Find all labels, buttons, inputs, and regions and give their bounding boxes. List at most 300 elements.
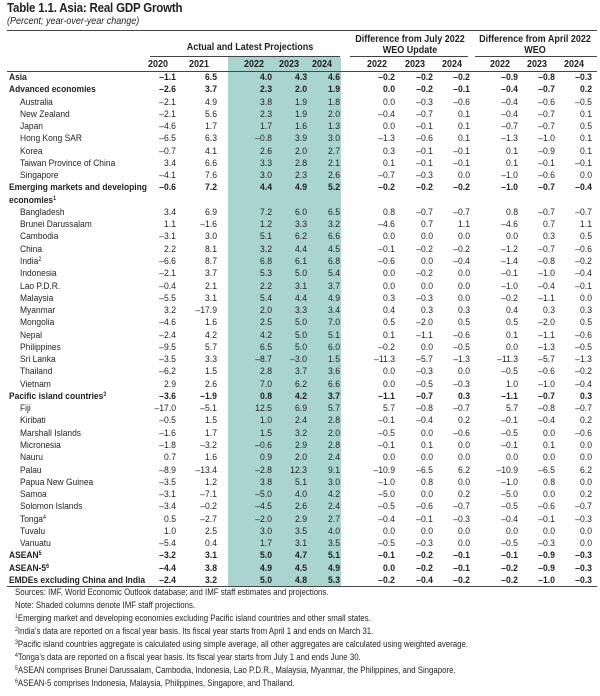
cell-value: –0.7: [501, 121, 518, 133]
cell-value: –0.5: [453, 341, 470, 353]
cell-value: 7.0: [327, 317, 340, 329]
cell-value: –2.0: [538, 317, 555, 329]
cell-value: –0.7: [538, 84, 555, 96]
cell-value: –1.6: [200, 219, 217, 231]
cell-value: 3.3: [204, 354, 217, 366]
cell-value: 0.5: [163, 513, 176, 525]
table-row: [0, 489, 600, 501]
row-label: Palau: [20, 464, 42, 476]
cell-value: 5.0: [294, 341, 307, 353]
cell-value: –1.0: [501, 182, 518, 194]
cell-value: 2.2: [259, 280, 272, 292]
row-label: Taiwan Province of China: [20, 157, 116, 169]
cell-value: 2.3: [259, 108, 272, 120]
cell-value: 12.5: [255, 403, 272, 415]
cell-value: –0.3: [453, 513, 470, 525]
cell-value: –3.2: [159, 550, 176, 562]
cell-value: 0.1: [579, 108, 592, 120]
cell-value: 0.0: [420, 489, 433, 501]
cell-value: –0.4: [501, 108, 518, 120]
cell-value: 2.0: [294, 84, 307, 96]
cell-value: –0.1: [416, 145, 433, 157]
cell-value: 0.0: [505, 231, 518, 243]
cell-value: –3.1: [159, 489, 176, 501]
cell-value: 3.2: [163, 305, 176, 317]
row-label: Sri Lanka: [20, 354, 56, 366]
row-label: Korea: [20, 145, 43, 157]
cell-value: –0.1: [416, 513, 433, 525]
cell-value: –0.8: [538, 403, 555, 415]
cell-value: –0.5: [501, 427, 518, 439]
cell-value: –0.8: [255, 133, 272, 145]
cell-value: –0.2: [378, 182, 395, 194]
cell-value: –0.2: [501, 292, 518, 304]
cell-value: 0.3: [382, 292, 395, 304]
cell-value: 2.9: [294, 439, 307, 451]
cell-value: –5.1: [200, 403, 217, 415]
cell-value: 1.1: [457, 219, 470, 231]
cell-value: 0.0: [457, 170, 470, 182]
row-label: EMDEs excluding China and India: [9, 574, 146, 586]
cell-value: 0.0: [457, 525, 470, 537]
group-header-april-line2: WEO: [524, 45, 546, 56]
cell-value: 0.0: [420, 280, 433, 292]
cell-value: 1.7: [259, 121, 272, 133]
cell-value: 5.7: [382, 403, 395, 415]
cell-value: –2.6: [159, 84, 176, 96]
year-header: 2023: [404, 59, 426, 70]
row-label: Australia: [20, 96, 53, 108]
cell-value: 0.8: [505, 206, 518, 218]
cell-value: 0.1: [457, 133, 470, 145]
row-label: Asia: [9, 72, 27, 83]
cell-value: 2.0: [294, 452, 307, 464]
cell-value: 7.2: [259, 206, 272, 218]
cell-value: 0.0: [505, 525, 518, 537]
row-label: Marshall Islands: [20, 427, 82, 439]
cell-value: 6.1: [294, 255, 307, 267]
cell-value: 0.8: [420, 476, 433, 488]
cell-value: 0.7: [420, 219, 433, 231]
cell-value: –0.1: [575, 157, 592, 169]
cell-value: –3.5: [159, 476, 176, 488]
year-header: 2022: [243, 59, 265, 70]
cell-value: –1.0: [378, 476, 395, 488]
cell-value: 0.0: [542, 525, 555, 537]
row-label: Singapore: [20, 170, 59, 182]
cell-value: –1.3: [378, 133, 395, 145]
cell-value: –0.5: [159, 415, 176, 427]
cell-value: –0.2: [453, 243, 470, 255]
cell-value: 4.9: [327, 562, 340, 574]
cell-value: 0.0: [420, 525, 433, 537]
cell-value: –0.7: [159, 145, 176, 157]
cell-value: 0.0: [457, 439, 470, 451]
cell-value: 2.4: [294, 415, 307, 427]
cell-value: 0.0: [579, 525, 592, 537]
footnote: $^5$ASEAN comprises Brunei Darussalam, Cambodia, Indonesia, Lao P.D.R., Malaysia, Myanmar, the Philippines, and Singapore.: [15, 665, 456, 675]
cell-value: –0.3: [538, 538, 555, 550]
cell-value: 4.9: [327, 292, 340, 304]
cell-value: –0.4: [501, 96, 518, 108]
cell-value: –2.1: [159, 96, 176, 108]
cell-value: –0.1: [378, 439, 395, 451]
cell-value: –0.6: [416, 501, 433, 513]
row-label: Vietnam: [20, 378, 51, 390]
cell-value: 3.8: [259, 96, 272, 108]
table-row: [0, 526, 600, 538]
cell-value: –1.0: [501, 476, 518, 488]
cell-value: 0.8: [382, 206, 395, 218]
cell-value: –17.9: [195, 305, 217, 317]
cell-value: 0.0: [382, 525, 395, 537]
table-row: [0, 342, 600, 354]
year-header: 2024: [311, 59, 333, 70]
cell-value: 4.5: [327, 243, 340, 255]
cell-value: 4.3: [294, 72, 307, 83]
cell-value: 3.2: [259, 243, 272, 255]
cell-value: –4.6: [159, 317, 176, 329]
row-label: Micronesia: [20, 439, 61, 451]
cell-value: 0.0: [505, 341, 518, 353]
footnote: $^2$India’s data are reported on a fiscal year basis. Its fiscal year starts from April 1 and ends on March 31.: [15, 626, 374, 636]
group-header-july-line1: Difference from July 2022: [355, 34, 465, 45]
cell-value: 0.1: [505, 145, 518, 157]
cell-value: 3.8: [204, 562, 217, 574]
cell-value: –1.1: [159, 72, 176, 83]
cell-value: 2.4: [327, 501, 340, 513]
cell-value: –17.0: [154, 403, 176, 415]
cell-value: 5.2: [327, 182, 340, 194]
cell-value: –2.7: [200, 513, 217, 525]
cell-value: 3.0: [259, 170, 272, 182]
cell-value: 0.4: [204, 538, 217, 550]
cell-value: 2.1: [204, 280, 217, 292]
cell-value: 0.0: [382, 121, 395, 133]
cell-value: 3.7: [327, 280, 340, 292]
cell-value: –0.2: [416, 562, 433, 574]
cell-value: –0.6: [159, 182, 176, 194]
cell-value: 5.1: [327, 329, 340, 341]
cell-value: 0.7: [542, 219, 555, 231]
cell-value: 6.5: [259, 341, 272, 353]
row-label: Nepal: [20, 329, 43, 341]
cell-value: –0.2: [453, 574, 470, 586]
year-header: 2022: [489, 59, 511, 70]
cell-value: 4.9: [259, 562, 272, 574]
cell-value: 3.2: [327, 219, 340, 231]
cell-value: 0.7: [163, 452, 176, 464]
cell-value: 0.1: [505, 157, 518, 169]
cell-value: –1.9: [200, 390, 217, 402]
cell-value: 1.7: [204, 427, 217, 439]
cell-value: –0.4: [575, 378, 592, 390]
cell-value: –0.5: [575, 341, 592, 353]
footnote-marker: 4: [43, 514, 46, 521]
footnote-marker: 1: [53, 195, 57, 202]
cell-value: 4.7: [294, 550, 307, 562]
cell-value: –0.6: [575, 243, 592, 255]
cell-value: 6.2: [579, 464, 592, 476]
table-row: [0, 501, 600, 513]
table-row: [0, 97, 600, 109]
cell-value: 6.6: [204, 157, 217, 169]
cell-value: –0.4: [453, 255, 470, 267]
cell-value: 0.0: [382, 96, 395, 108]
group-header-actual: [160, 42, 340, 53]
cell-value: 0.2: [579, 84, 592, 96]
cell-value: –0.1: [501, 415, 518, 427]
cell-value: –0.4: [575, 182, 592, 194]
cell-value: –0.9: [538, 145, 555, 157]
cell-value: 4.0: [259, 72, 272, 83]
cell-value: –0.3: [575, 513, 592, 525]
cell-value: –0.1: [416, 157, 433, 169]
cell-value: 2.4: [327, 452, 340, 464]
cell-value: 2.1: [327, 157, 340, 169]
table-row: [0, 256, 600, 268]
cell-value: 3.1: [204, 550, 217, 562]
cell-value: 2.6: [294, 501, 307, 513]
cell-value: –0.1: [453, 157, 470, 169]
cell-value: –0.3: [575, 562, 592, 574]
table-row: [0, 550, 600, 562]
cell-value: 1.7: [259, 538, 272, 550]
table-row: [0, 415, 600, 427]
cell-value: –0.2: [378, 574, 395, 586]
cell-value: 2.0: [327, 108, 340, 120]
cell-value: 0.1: [457, 108, 470, 120]
cell-value: 4.2: [259, 329, 272, 341]
cell-value: –1.1: [538, 292, 555, 304]
cell-value: 2.8: [327, 415, 340, 427]
cell-value: 3.3: [259, 157, 272, 169]
cell-value: 0.0: [382, 562, 395, 574]
cell-value: 0.2: [457, 489, 470, 501]
cell-value: –1.0: [538, 378, 555, 390]
cell-value: 5.6: [204, 108, 217, 120]
table-title: Table 1.1. Asia: Real GDP Growth: [7, 1, 183, 15]
cell-value: 0.0: [579, 476, 592, 488]
cell-value: 7.6: [204, 170, 217, 182]
cell-value: –6.6: [159, 255, 176, 267]
row-label: Solomon Islands: [20, 501, 83, 513]
cell-value: 3.1: [294, 280, 307, 292]
row-label: ASEAN$^5$: [9, 550, 42, 562]
cell-value: 5.7: [505, 403, 518, 415]
cell-value: –0.7: [538, 121, 555, 133]
cell-value: 0.0: [579, 439, 592, 451]
cell-value: 2.7: [327, 145, 340, 157]
cell-value: –0.7: [538, 390, 555, 402]
cell-value: –0.7: [416, 390, 433, 402]
cell-value: 6.9: [204, 206, 217, 218]
cell-value: 4.9: [204, 96, 217, 108]
cell-value: –0.6: [453, 96, 470, 108]
cell-value: –0.2: [501, 562, 518, 574]
cell-value: 0.0: [420, 452, 433, 464]
row-label: Vanuatu: [20, 538, 51, 550]
cell-value: –0.6: [538, 170, 555, 182]
cell-value: 5.4: [259, 292, 272, 304]
cell-value: –2.1: [159, 108, 176, 120]
cell-value: 1.5: [259, 427, 272, 439]
cell-value: 2.9: [294, 513, 307, 525]
group-underline-actual: [150, 56, 340, 57]
cell-value: 0.0: [382, 280, 395, 292]
cell-value: 5.0: [294, 317, 307, 329]
cell-value: –0.1: [453, 84, 470, 96]
cell-value: –0.9: [538, 550, 555, 562]
cell-value: –5.0: [501, 489, 518, 501]
cell-value: 6.0: [294, 206, 307, 218]
table-row: [0, 477, 600, 489]
row-label: Kiribati: [20, 415, 46, 427]
cell-value: 2.3: [259, 84, 272, 96]
cell-value: –1.3: [575, 354, 592, 366]
footnote-marker: 6: [15, 679, 18, 685]
year-header: 2022: [366, 59, 388, 70]
cell-value: 6.0: [327, 341, 340, 353]
footnote: Sources: IMF, World Economic Outlook database; and IMF staff estimates and projections.: [15, 587, 329, 597]
cell-value: 4.4: [259, 182, 272, 194]
table-row: [0, 563, 600, 575]
cell-value: –8.9: [159, 464, 176, 476]
cell-value: 3.3: [294, 219, 307, 231]
cell-value: –0.2: [378, 341, 395, 353]
cell-value: 5.4: [327, 268, 340, 280]
cell-value: 0.2: [579, 489, 592, 501]
cell-value: –0.4: [416, 415, 433, 427]
cell-value: 4.0: [327, 525, 340, 537]
cell-value: 0.3: [457, 390, 470, 402]
cell-value: –0.2: [575, 366, 592, 378]
cell-value: 5.1: [327, 550, 340, 562]
cell-value: 1.0: [259, 415, 272, 427]
cell-value: 4.6: [327, 72, 340, 83]
cell-value: –0.7: [453, 403, 470, 415]
cell-value: 0.0: [505, 452, 518, 464]
table-row: [0, 379, 600, 391]
cell-value: –4.6: [378, 219, 395, 231]
cell-value: 0.0: [457, 366, 470, 378]
cell-value: 0.1: [542, 439, 555, 451]
cell-value: –0.4: [501, 84, 518, 96]
table-row: [0, 84, 600, 96]
cell-value: 1.6: [204, 317, 217, 329]
cell-value: –13.4: [195, 464, 217, 476]
cell-value: –0.2: [416, 72, 433, 83]
cell-value: –2.0: [255, 513, 272, 525]
cell-value: 3.0: [327, 133, 340, 145]
cell-value: 1.5: [327, 354, 340, 366]
row-label: Brunei Darussalam: [20, 219, 92, 231]
cell-value: 1.9: [327, 84, 340, 96]
cell-value: 0.0: [457, 292, 470, 304]
cell-value: 5.0: [294, 329, 307, 341]
cell-value: –0.1: [416, 121, 433, 133]
cell-value: 3.4: [163, 157, 176, 169]
cell-value: 1.0: [163, 525, 176, 537]
cell-value: 0.9: [259, 452, 272, 464]
cell-value: 0.0: [457, 268, 470, 280]
year-header: 2024: [563, 59, 585, 70]
cell-value: 1.0: [505, 378, 518, 390]
cell-value: –6.5: [416, 464, 433, 476]
group-underline-april: [475, 56, 597, 57]
cell-value: –9.5: [159, 341, 176, 353]
row-label: Tuvalu: [20, 525, 46, 537]
cell-value: 4.4: [294, 243, 307, 255]
cell-value: 0.5: [579, 231, 592, 243]
row-label: Indonesia: [20, 268, 57, 280]
cell-value: 0.1: [457, 121, 470, 133]
cell-value: –1.1: [501, 390, 518, 402]
footnote-marker: 5: [38, 551, 42, 558]
cell-value: –0.9: [501, 72, 518, 83]
row-label: Japan: [20, 121, 44, 133]
cell-value: –0.1: [453, 562, 470, 574]
cell-value: –0.7: [538, 108, 555, 120]
table-body: [0, 72, 600, 587]
table-row: [0, 72, 600, 84]
cell-value: 0.0: [579, 538, 592, 550]
cell-value: –0.6: [538, 366, 555, 378]
cell-value: 0.3: [542, 231, 555, 243]
row-label: China: [20, 243, 43, 255]
cell-value: –11.3: [497, 354, 518, 366]
cell-value: –3.2: [200, 439, 217, 451]
cell-value: –0.2: [416, 550, 433, 562]
footnote-marker: 4: [15, 653, 18, 659]
cell-value: –1.8: [159, 439, 176, 451]
table-row: [0, 465, 600, 477]
cell-value: –4.1: [159, 170, 176, 182]
cell-value: –0.4: [501, 513, 518, 525]
group-underline-july: [350, 56, 468, 57]
cell-value: 0.0: [579, 452, 592, 464]
footnote-marker: 2: [38, 256, 42, 263]
cell-value: 0.3: [420, 305, 433, 317]
cell-value: –1.1: [416, 329, 433, 341]
cell-value: 0.5: [382, 317, 395, 329]
row-label: economies$^1$: [9, 194, 57, 206]
cell-value: –0.5: [501, 501, 518, 513]
cell-value: –0.8: [538, 255, 555, 267]
footnote-marker: 6: [46, 563, 50, 570]
cell-value: 0.0: [457, 231, 470, 243]
cell-value: 2.7: [327, 513, 340, 525]
cell-value: 9.1: [327, 464, 340, 476]
cell-value: 1.5: [204, 366, 217, 378]
cell-value: 4.2: [294, 390, 307, 402]
cell-value: 6.8: [327, 255, 340, 267]
cell-value: 1.2: [259, 219, 272, 231]
cell-value: –0.1: [575, 280, 592, 292]
cell-value: 12.3: [290, 464, 307, 476]
row-label: Pacific island countries$^3$: [9, 390, 107, 402]
cell-value: 3.5: [327, 538, 340, 550]
cell-value: 0.1: [579, 133, 592, 145]
cell-value: 4.1: [204, 145, 217, 157]
cell-value: 3.1: [204, 292, 217, 304]
cell-value: 0.5: [579, 121, 592, 133]
cell-value: –0.1: [378, 550, 395, 562]
cell-value: –0.7: [378, 170, 395, 182]
cell-value: 0.0: [457, 280, 470, 292]
cell-value: –0.4: [575, 268, 592, 280]
row-label: Myanmar: [20, 305, 56, 317]
